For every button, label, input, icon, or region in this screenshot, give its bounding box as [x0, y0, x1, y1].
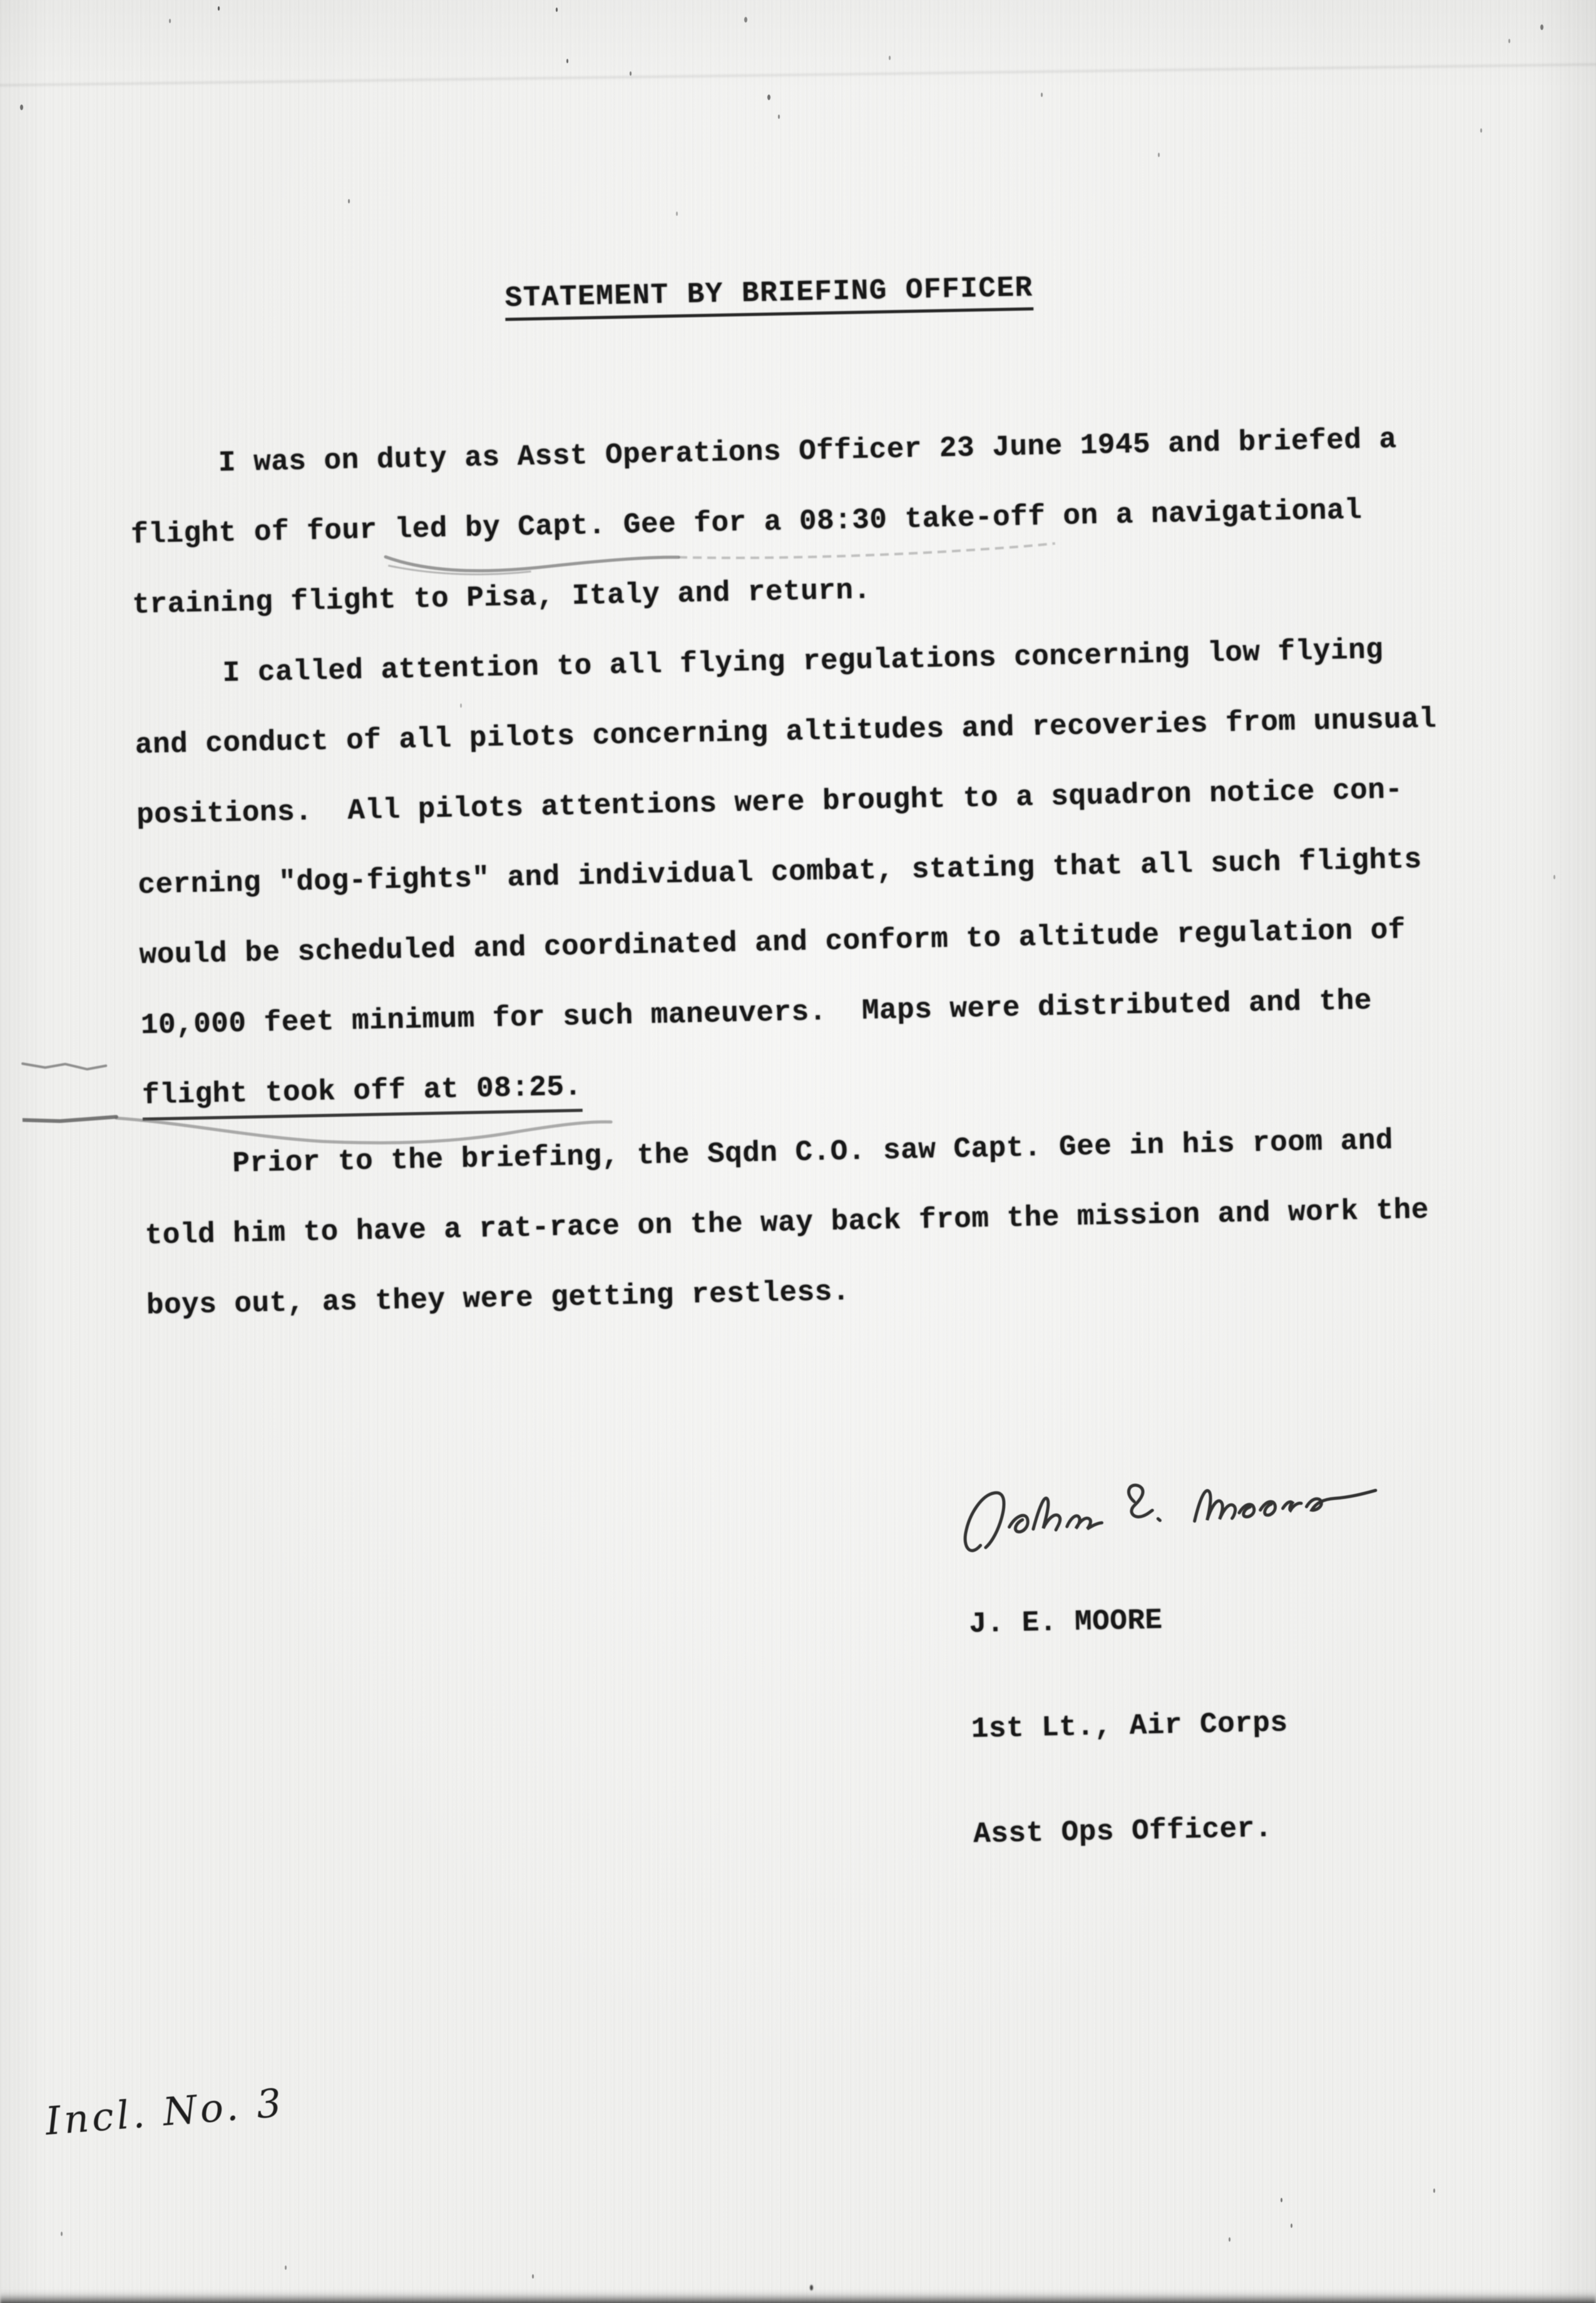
body-line: I called attention to all flying regulations concerning low flying	[222, 633, 1384, 690]
enclosure-note: Incl. No. 3	[43, 2080, 287, 2144]
body-line: would be scheduled and coordinated and conform to altitude regulation of	[139, 914, 1406, 972]
body-line: positions. All pilots attentions were brought to a squadron notice con-	[136, 774, 1403, 832]
body-line: flight of four led by Capt. Gee for a 08:30 take-off on a navigational	[130, 494, 1363, 551]
body-line: cerning "dog-fights" and individual combat, stating that all such flights	[137, 843, 1423, 902]
scan-bottom-edge	[0, 2289, 1596, 2303]
signature-typed-name: J. E. MOORE	[968, 1604, 1164, 1641]
body-line: training flight to Pisa, Italy and return.	[131, 574, 872, 621]
body-line: told him to have a rat-race on the way back from the mission and work the	[145, 1193, 1430, 1252]
signature-office: Asst Ops Officer.	[973, 1812, 1273, 1851]
signature-rank: 1st Lt., Air Corps	[971, 1707, 1289, 1746]
body-line: Prior to the briefing, the Sqdn C.O. saw Capt. Gee in his room and	[232, 1124, 1394, 1180]
body-line: and conduct of all pilots concerning altitudes and recoveries from unusual	[135, 703, 1437, 762]
body-line-underlined: flight took off at 08:25.	[142, 1071, 583, 1121]
body-line: I was on duty as Asst Operations Officer 23 June 1945 and briefed a	[218, 423, 1398, 480]
signature-block	[968, 1530, 1292, 1922]
document-title: STATEMENT BY BRIEFING OFFICER	[504, 272, 1033, 321]
body-line: boys out, as they were getting restless.	[146, 1275, 851, 1322]
body-line: 10,000 feet minimum for such maneuvers. Maps were distributed and the	[140, 984, 1373, 1042]
